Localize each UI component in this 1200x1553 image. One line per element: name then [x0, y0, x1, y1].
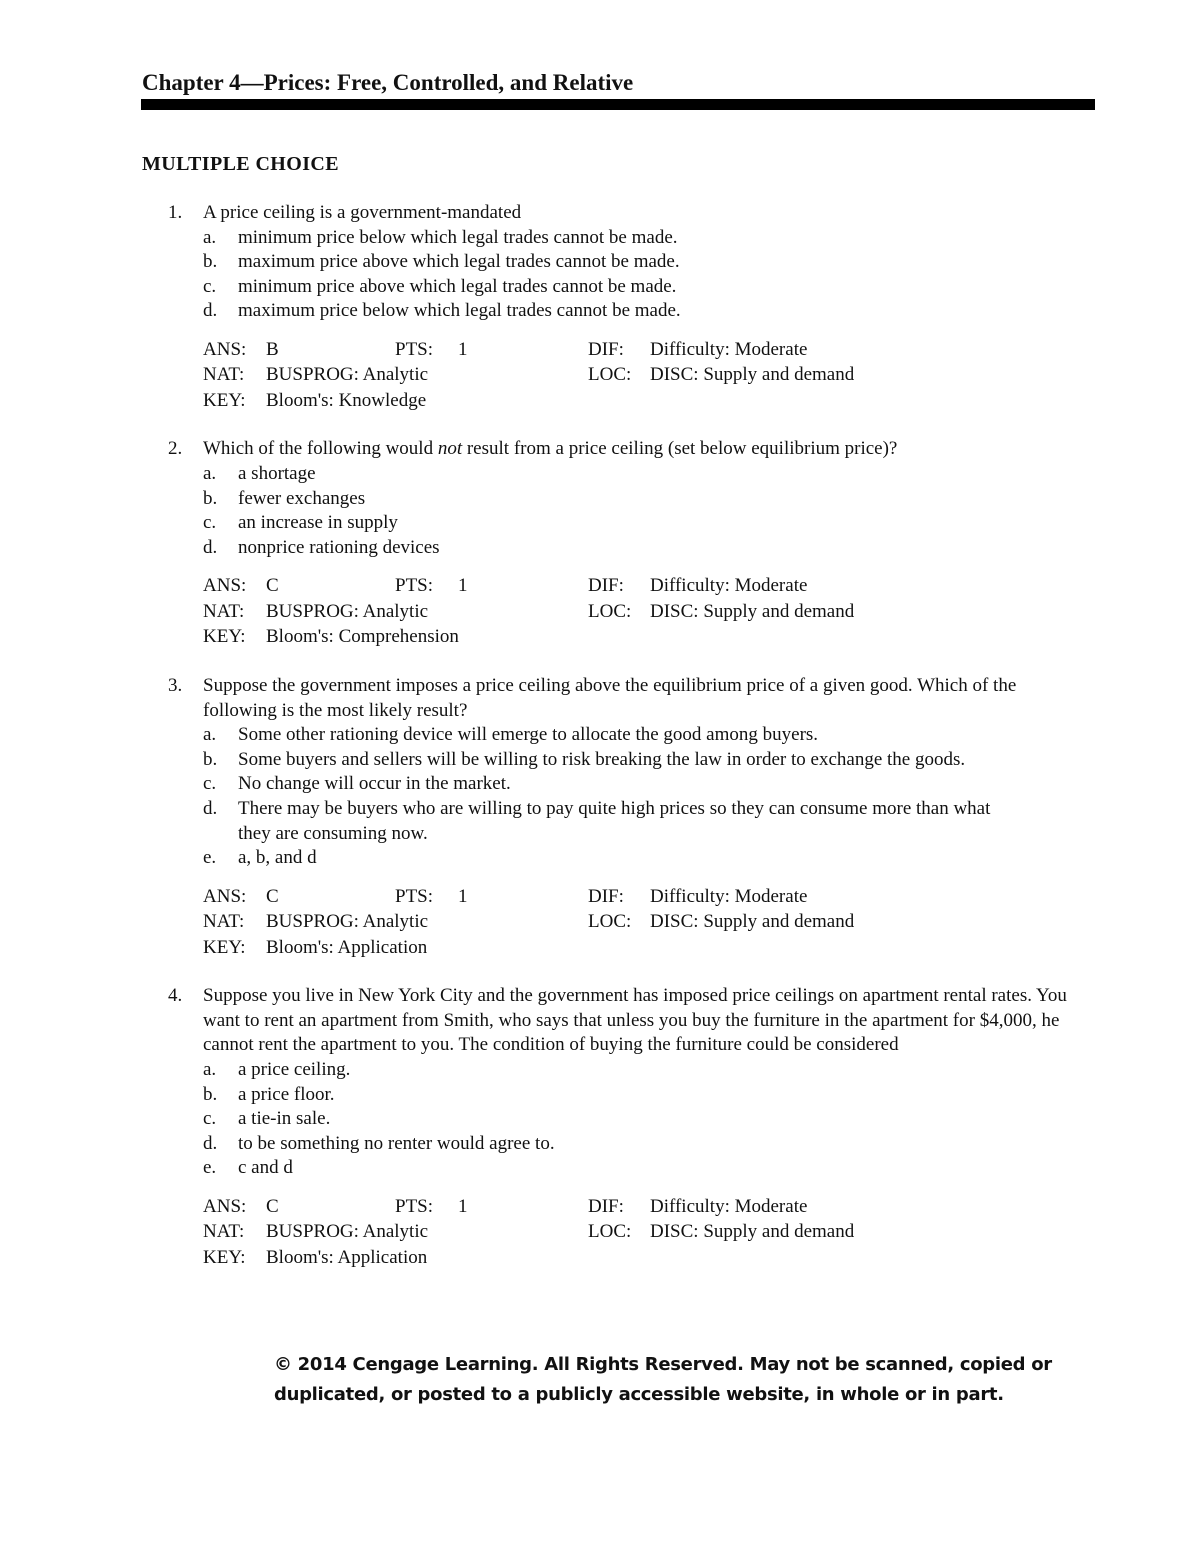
nat-value: BUSPROG: Analytic: [266, 364, 429, 386]
question-text-part: Which of the following would: [203, 438, 438, 460]
choice-letter: a.: [203, 724, 217, 746]
pts-value: 1: [458, 885, 468, 907]
nat-label: NAT:: [203, 1221, 245, 1243]
choice-letter: c.: [203, 773, 217, 795]
dif-value: Difficulty: Moderate: [650, 338, 808, 360]
choice-text: maximum price above which legal trades cannot be made.: [238, 251, 680, 273]
choice-letter: c.: [203, 275, 217, 297]
answer-choice: [0, 1058, 1200, 1083]
nat-value: BUSPROG: Analytic: [266, 1221, 429, 1243]
choice-text: an increase in supply: [238, 512, 398, 534]
choice-letter: e.: [203, 1157, 217, 1179]
answer-choice: [0, 846, 1200, 871]
answer-choice: [0, 536, 1200, 561]
answer-choice: [0, 772, 1200, 797]
question-spacer: [0, 961, 1200, 984]
metadata-row: [0, 338, 1200, 364]
question-text: A price ceiling is a government-mandated: [203, 202, 522, 223]
nat-value: BUSPROG: Analytic: [266, 600, 429, 622]
choice-text: maximum price below which legal trades cannot be made.: [238, 300, 681, 322]
choice-text: There may be buyers who are willing to pay quite high prices so they can consume more than what they are consuming now.: [238, 797, 991, 844]
choice-text: No change will occur in the market.: [238, 773, 511, 795]
choice-letter: b.: [203, 251, 218, 273]
nat-value: BUSPROG: Analytic: [266, 911, 429, 933]
loc-label: LOC:: [588, 1221, 632, 1243]
pts-label: PTS:: [395, 1195, 434, 1217]
choice-text: a tie-in sale.: [238, 1108, 331, 1130]
key-label: KEY:: [203, 389, 246, 411]
dif-label: DIF:: [588, 885, 624, 907]
question-text-emphasis: not: [437, 438, 463, 460]
nat-label: NAT:: [203, 911, 245, 933]
answer-metadata: [0, 338, 1200, 415]
question-item: [0, 201, 1200, 414]
section-heading: MULTIPLE CHOICE: [142, 153, 339, 175]
ans-value: C: [266, 885, 279, 907]
key-label: KEY:: [203, 626, 246, 648]
nat-label: NAT:: [203, 364, 245, 386]
dif-label: DIF:: [588, 1195, 624, 1217]
question-stem: [0, 984, 1200, 1058]
dif-value: Difficulty: Moderate: [650, 885, 808, 907]
answer-metadata: [0, 574, 1200, 651]
choice-letter: d.: [203, 300, 218, 322]
metadata-row: [0, 885, 1200, 911]
choice-letter: e.: [203, 847, 217, 869]
ans-value: C: [266, 1195, 279, 1217]
key-label: KEY:: [203, 1246, 246, 1268]
answer-choice: [0, 1132, 1200, 1157]
loc-label: LOC:: [588, 911, 632, 933]
pts-label: PTS:: [395, 575, 434, 597]
metadata-row: [0, 363, 1200, 389]
question-number: 4.: [168, 985, 183, 1007]
loc-label: LOC:: [588, 364, 632, 386]
ans-label: ANS:: [203, 1195, 247, 1217]
answer-metadata: [0, 1195, 1200, 1272]
dif-value: Difficulty: Moderate: [650, 1195, 808, 1217]
answer-choice: [0, 511, 1200, 536]
key-value: Bloom's: Application: [266, 1246, 428, 1268]
choice-letter: c.: [203, 512, 217, 534]
question-text-part: result from a price ceiling (set below equilibrium price)?: [462, 438, 898, 460]
metadata-row: [0, 1195, 1200, 1221]
chapter-title: Chapter 4—Prices: Free, Controlled, and Relative: [142, 70, 634, 95]
choice-letter: d.: [203, 797, 218, 819]
copyright-notice: © 2014 Cengage Learning. All Rights Reserved. May not be scanned, copied or duplicated, or posted to a publicly accessible website, in whole or in part.: [274, 1354, 1052, 1405]
question-list: [0, 201, 1200, 1271]
choice-text: minimum price above which legal trades cannot be made.: [238, 275, 677, 297]
choice-letter: a.: [203, 1058, 217, 1080]
ans-label: ANS:: [203, 575, 247, 597]
question-stem: [0, 674, 1200, 723]
choice-letter: b.: [203, 1083, 218, 1105]
answer-choice: [0, 1083, 1200, 1108]
loc-value: DISC: Supply and demand: [650, 600, 855, 622]
answer-choice: [0, 275, 1200, 300]
pts-label: PTS:: [395, 885, 434, 907]
choice-text: Some other rationing device will emerge to allocate the good among buyers.: [238, 724, 819, 746]
choice-text: a price floor.: [238, 1083, 335, 1105]
pts-value: 1: [458, 575, 468, 597]
key-label: KEY:: [203, 936, 246, 958]
choice-text: to be something no renter would agree to.: [238, 1132, 555, 1154]
answer-choice: [0, 487, 1200, 512]
metadata-row: [0, 1220, 1200, 1246]
answer-choice: [0, 723, 1200, 748]
question-spacer: [0, 651, 1200, 674]
choice-text: a shortage: [238, 463, 316, 485]
ans-value: B: [266, 338, 279, 360]
pts-value: 1: [458, 338, 468, 360]
question-number: 2.: [168, 438, 183, 460]
choice-text: a price ceiling.: [238, 1058, 351, 1080]
question-item: [0, 984, 1200, 1271]
choice-letter: a.: [203, 226, 217, 248]
metadata-row: [0, 1246, 1200, 1272]
question-spacer: [0, 414, 1200, 437]
key-value: Bloom's: Comprehension: [266, 626, 459, 648]
choice-text: nonprice rationing devices: [238, 536, 440, 558]
answer-choice: [0, 1107, 1200, 1132]
question-stem: [0, 201, 1200, 226]
key-value: Bloom's: Knowledge: [266, 389, 427, 411]
loc-label: LOC:: [588, 600, 632, 622]
dif-value: Difficulty: Moderate: [650, 575, 808, 597]
question-number: 1.: [168, 202, 183, 223]
metadata-row: [0, 600, 1200, 626]
answer-choice: [0, 462, 1200, 487]
title-rule: [141, 99, 1095, 110]
answer-choice: [0, 1156, 1200, 1181]
choice-text: Some buyers and sellers will be willing to risk breaking the law in order to exchange the goods.: [238, 748, 966, 770]
pts-label: PTS:: [395, 338, 434, 360]
nat-label: NAT:: [203, 600, 245, 622]
answer-choice: [0, 299, 1200, 324]
dif-label: DIF:: [588, 575, 624, 597]
question-text: Suppose you live in New York City and the government has imposed price ceilings on apartment rental rates. You want to rent an apartment from Smith, who says that unless you buy the furniture in the apartment for $4,000, he cannot rent the apartment to you. The condition of buying the furniture could be considered: [203, 985, 1067, 1056]
question-text: Suppose the government imposes a price ceiling above the equilibrium price of a given good. Which of the following is the most likely result?: [203, 674, 1017, 721]
choice-text: c and d: [238, 1157, 293, 1179]
choice-letter: b.: [203, 487, 218, 509]
answer-choice: [0, 226, 1200, 251]
metadata-row: [0, 936, 1200, 962]
choice-text: fewer exchanges: [238, 487, 366, 509]
loc-value: DISC: Supply and demand: [650, 1221, 855, 1243]
question-number: 3.: [168, 674, 183, 696]
answer-choice: [0, 748, 1200, 773]
choice-text: minimum price below which legal trades cannot be made.: [238, 226, 678, 248]
ans-label: ANS:: [203, 338, 247, 360]
choice-text: a, b, and d: [238, 847, 317, 869]
question-item: [0, 437, 1200, 650]
choice-letter: a.: [203, 463, 217, 485]
choice-letter: d.: [203, 1132, 218, 1154]
metadata-row: [0, 910, 1200, 936]
key-value: Bloom's: Application: [266, 936, 428, 958]
answer-metadata: [0, 885, 1200, 962]
question-stem: [0, 437, 1200, 462]
choice-letter: c.: [203, 1108, 217, 1130]
ans-label: ANS:: [203, 885, 247, 907]
metadata-row: [0, 625, 1200, 651]
question-item: [0, 674, 1200, 961]
choice-letter: b.: [203, 748, 218, 770]
ans-value: C: [266, 575, 279, 597]
metadata-row: [0, 389, 1200, 415]
pts-value: 1: [458, 1195, 468, 1217]
answer-choice: [0, 797, 1200, 846]
loc-value: DISC: Supply and demand: [650, 364, 855, 386]
answer-choice: [0, 250, 1200, 275]
dif-label: DIF:: [588, 338, 624, 360]
choice-letter: d.: [203, 536, 218, 558]
loc-value: DISC: Supply and demand: [650, 911, 855, 933]
metadata-row: [0, 574, 1200, 600]
